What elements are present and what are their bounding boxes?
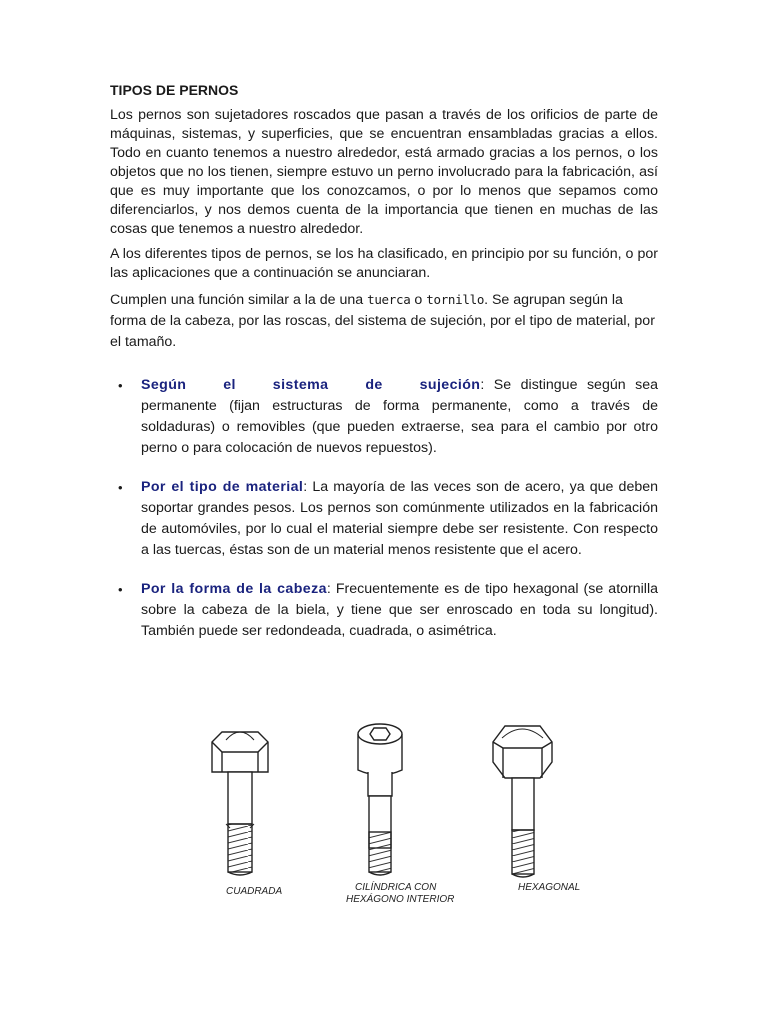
page-title: TIPOS DE PERNOS — [110, 82, 239, 98]
function-text-or: o — [410, 292, 427, 308]
paragraph-intro: Los pernos son sujetadores roscados que pasan a través de los orificios de parte de máquinas, sistemas, y superficies, que se encuentran ensambladas gracias a ellos. Todo en cuanto tenemos a nuestro alrededor, está armado gracias a los pernos, o los objetos que no los tienen, siempre estuvo un perno involucrado para la fabricación, así que es muy importante que los conozcamos, o por lo menos que sepamos como diferenciarlos, y nos demos cuenta de la importancia que tienen en muchas de las cosas que tenemos a nuestro alrededor. — [110, 107, 658, 237]
square-head-bolt — [212, 732, 268, 875]
socket-head-bolt — [358, 724, 402, 875]
paragraph-function — [110, 289, 658, 353]
bullet-text-cabeza: : Frecuentemente es de tipo hexagonal (se atornilla sobre la cabeza de la biela, y tiene que ser enroscado en toda su longitud). También puede ser redondeada, cuadrada, o asimétrica. — [141, 581, 658, 639]
bullet-marker: • — [118, 378, 123, 393]
caption-cuadrada: CUADRADA — [226, 886, 283, 897]
bullet-list — [110, 375, 658, 642]
bolt-types-figure — [200, 712, 600, 912]
bolt-illustrations — [200, 712, 600, 912]
bullet-item-cabeza — [110, 579, 658, 642]
bullet-text-material: : La mayoría de las veces son de acero, ya que deben soportar grandes pesos. Los pernos son comúnmente utilizados en la fabricación de automóviles, por lo cual el material siempre debe ser resistente. Con respecto a las tuercas, éstas son de un material menos resistente que el acero. — [141, 479, 659, 558]
tornillo-word: tornillo — [426, 292, 485, 307]
function-text-start: Cumplen una función similar a la de una — [110, 292, 368, 308]
bullet-item-sujecion — [110, 375, 658, 459]
caption-cilindrica-line1: CILÍNDRICA CON — [355, 882, 437, 893]
tuerca-word: tuerca — [367, 292, 411, 307]
bullet-item-material — [110, 477, 658, 561]
bullet-keyword-material: Por el tipo de material — [141, 479, 304, 495]
document-body — [110, 82, 658, 660]
hex-head-bolt — [493, 726, 552, 877]
caption-hexagonal: HEXAGONAL — [518, 882, 581, 893]
bullet-keyword-sujecion: Según el sistema de sujeción — [141, 377, 481, 393]
caption-cilindrica-line2: HEXÁGONO INTERIOR — [346, 894, 455, 905]
bullet-marker: • — [118, 480, 123, 495]
bullet-text-sujecion: : Se distingue según sea permanente (fijan estructuras de forma permanente, como a través de soldaduras) o removibles (que pueden extraerse, sea para el cambio por otro perno o para colocación de nuevos repuestos). — [141, 377, 658, 456]
function-text-end: . Se agrupan según la forma de la cabeza, por las roscas, del sistema de sujeción, por el tipo de material, por el tamaño. — [110, 292, 655, 350]
bullet-marker: • — [118, 582, 123, 597]
paragraph-classification: A los diferentes tipos de pernos, se los ha clasificado, en principio por su función, o por las aplicaciones que a continuación se anunciaran. — [110, 246, 658, 281]
bullet-keyword-cabeza: Por la forma de la cabeza — [141, 581, 327, 597]
